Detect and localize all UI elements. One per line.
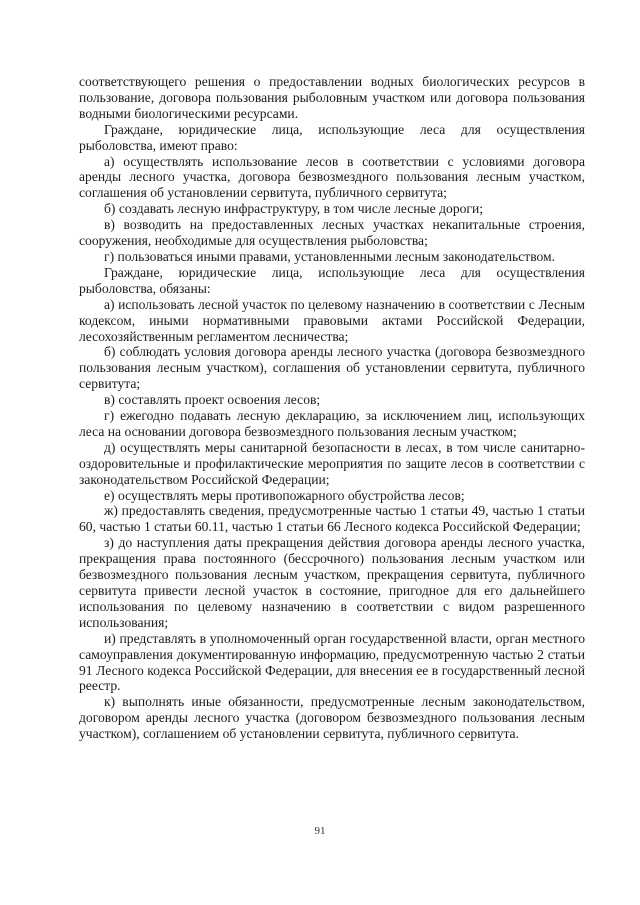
- paragraph-duty-e: е) осуществлять меры противопожарного обустройства лесов;: [104, 487, 465, 503]
- paragraph-right-a: а) осуществлять использование лесов в соответствии с условиями договора аренды лесного участка, договора безвозмездного пользования лесным участком, соглашения об установлении сервитута, публичного сервитута;: [79, 153, 585, 201]
- paragraph-duty-i: и) представлять в уполномоченный орган государственной власти, орган местного самоуправления документированную информацию, предусмотренную частью 2 статьи 91 Лесного кодекса Российской Федерации, для внесения ее в государственный лесной реестр.: [79, 630, 585, 694]
- paragraph-duty-d: д) осуществлять меры санитарной безопасности в лесах, в том числе санитарно-оздоровительные и профилактические мероприятия по защите лесов в соответствии с законодательством Российской Федерации;: [79, 439, 585, 487]
- paragraph-duty-z: з) до наступления даты прекращения действия договора аренды лесного участка, прекращения права постоянного (бессрочного) пользования лесным участком или безвозмездного пользования лесным участком, прекращения сервитута, публичного сервитута привести лесной участок в состояние, пригодное для его дальнейшего использования по целевому назначению в соответствии с видом разрешенного использования;: [79, 535, 585, 630]
- paragraph-continuation: соответствующего решения о предоставлении водных биологических ресурсов в пользование, договора пользования рыболовным участком или договора пользования водными биологическими ресурсами.: [79, 74, 585, 121]
- paragraph-duty-v: в) составлять проект освоения лесов;: [104, 392, 321, 408]
- paragraph-right-v: в) возводить на предоставленных лесных участках некапитальные строения, сооружения, необходимые для осуществления рыболовства;: [79, 217, 585, 249]
- paragraph-duty-g: г) ежегодно подавать лесную декларацию, за исключением лиц, использующих леса на основании договора безвозмездного пользования лесным участком;: [79, 408, 585, 439]
- paragraph-duty-k: к) выполнять иные обязанности, предусмотренные лесным законодательством, договором аренды лесного участка (договором безвозмездного пользования лесным участком), соглашением об установлении сервитута, публичного сервитута.: [79, 694, 585, 742]
- paragraph-duties-intro: Граждане, юридические лица, использующие леса для осуществления рыболовства, обязаны:: [79, 264, 585, 296]
- paragraph-right-b: б) создавать лесную инфраструктуру, в том числе лесные дороги;: [104, 201, 484, 217]
- paragraph-duty-b: б) соблюдать условия договора аренды лесного участка (договора безвозмездного пользования лесным участком), соглашения об установлении сервитута, публичного сервитута;: [79, 344, 585, 392]
- page-number: 91: [314, 825, 326, 837]
- paragraph-duty-a: а) использовать лесной участок по целевому назначению в соответствии с Лесным кодексом, иными нормативными правовыми актами Российской Федерации, лесохозяйственным регламентом лесничества;: [79, 296, 585, 344]
- paragraph-right-g: г) пользоваться иными правами, установленными лесным законодательством.: [104, 248, 556, 264]
- document-body: [79, 74, 585, 742]
- paragraph-rights-intro: Граждане, юридические лица, использующие леса для осуществления рыболовства, имеют право:: [79, 121, 585, 153]
- paragraph-duty-zh: ж) предоставлять сведения, предусмотренные частью 1 статьи 49, частью 1 статьи 60, частью 1 статьи 60.11, частью 1 статьи 66 Лесного кодекса Российской Федерации;: [79, 503, 585, 535]
